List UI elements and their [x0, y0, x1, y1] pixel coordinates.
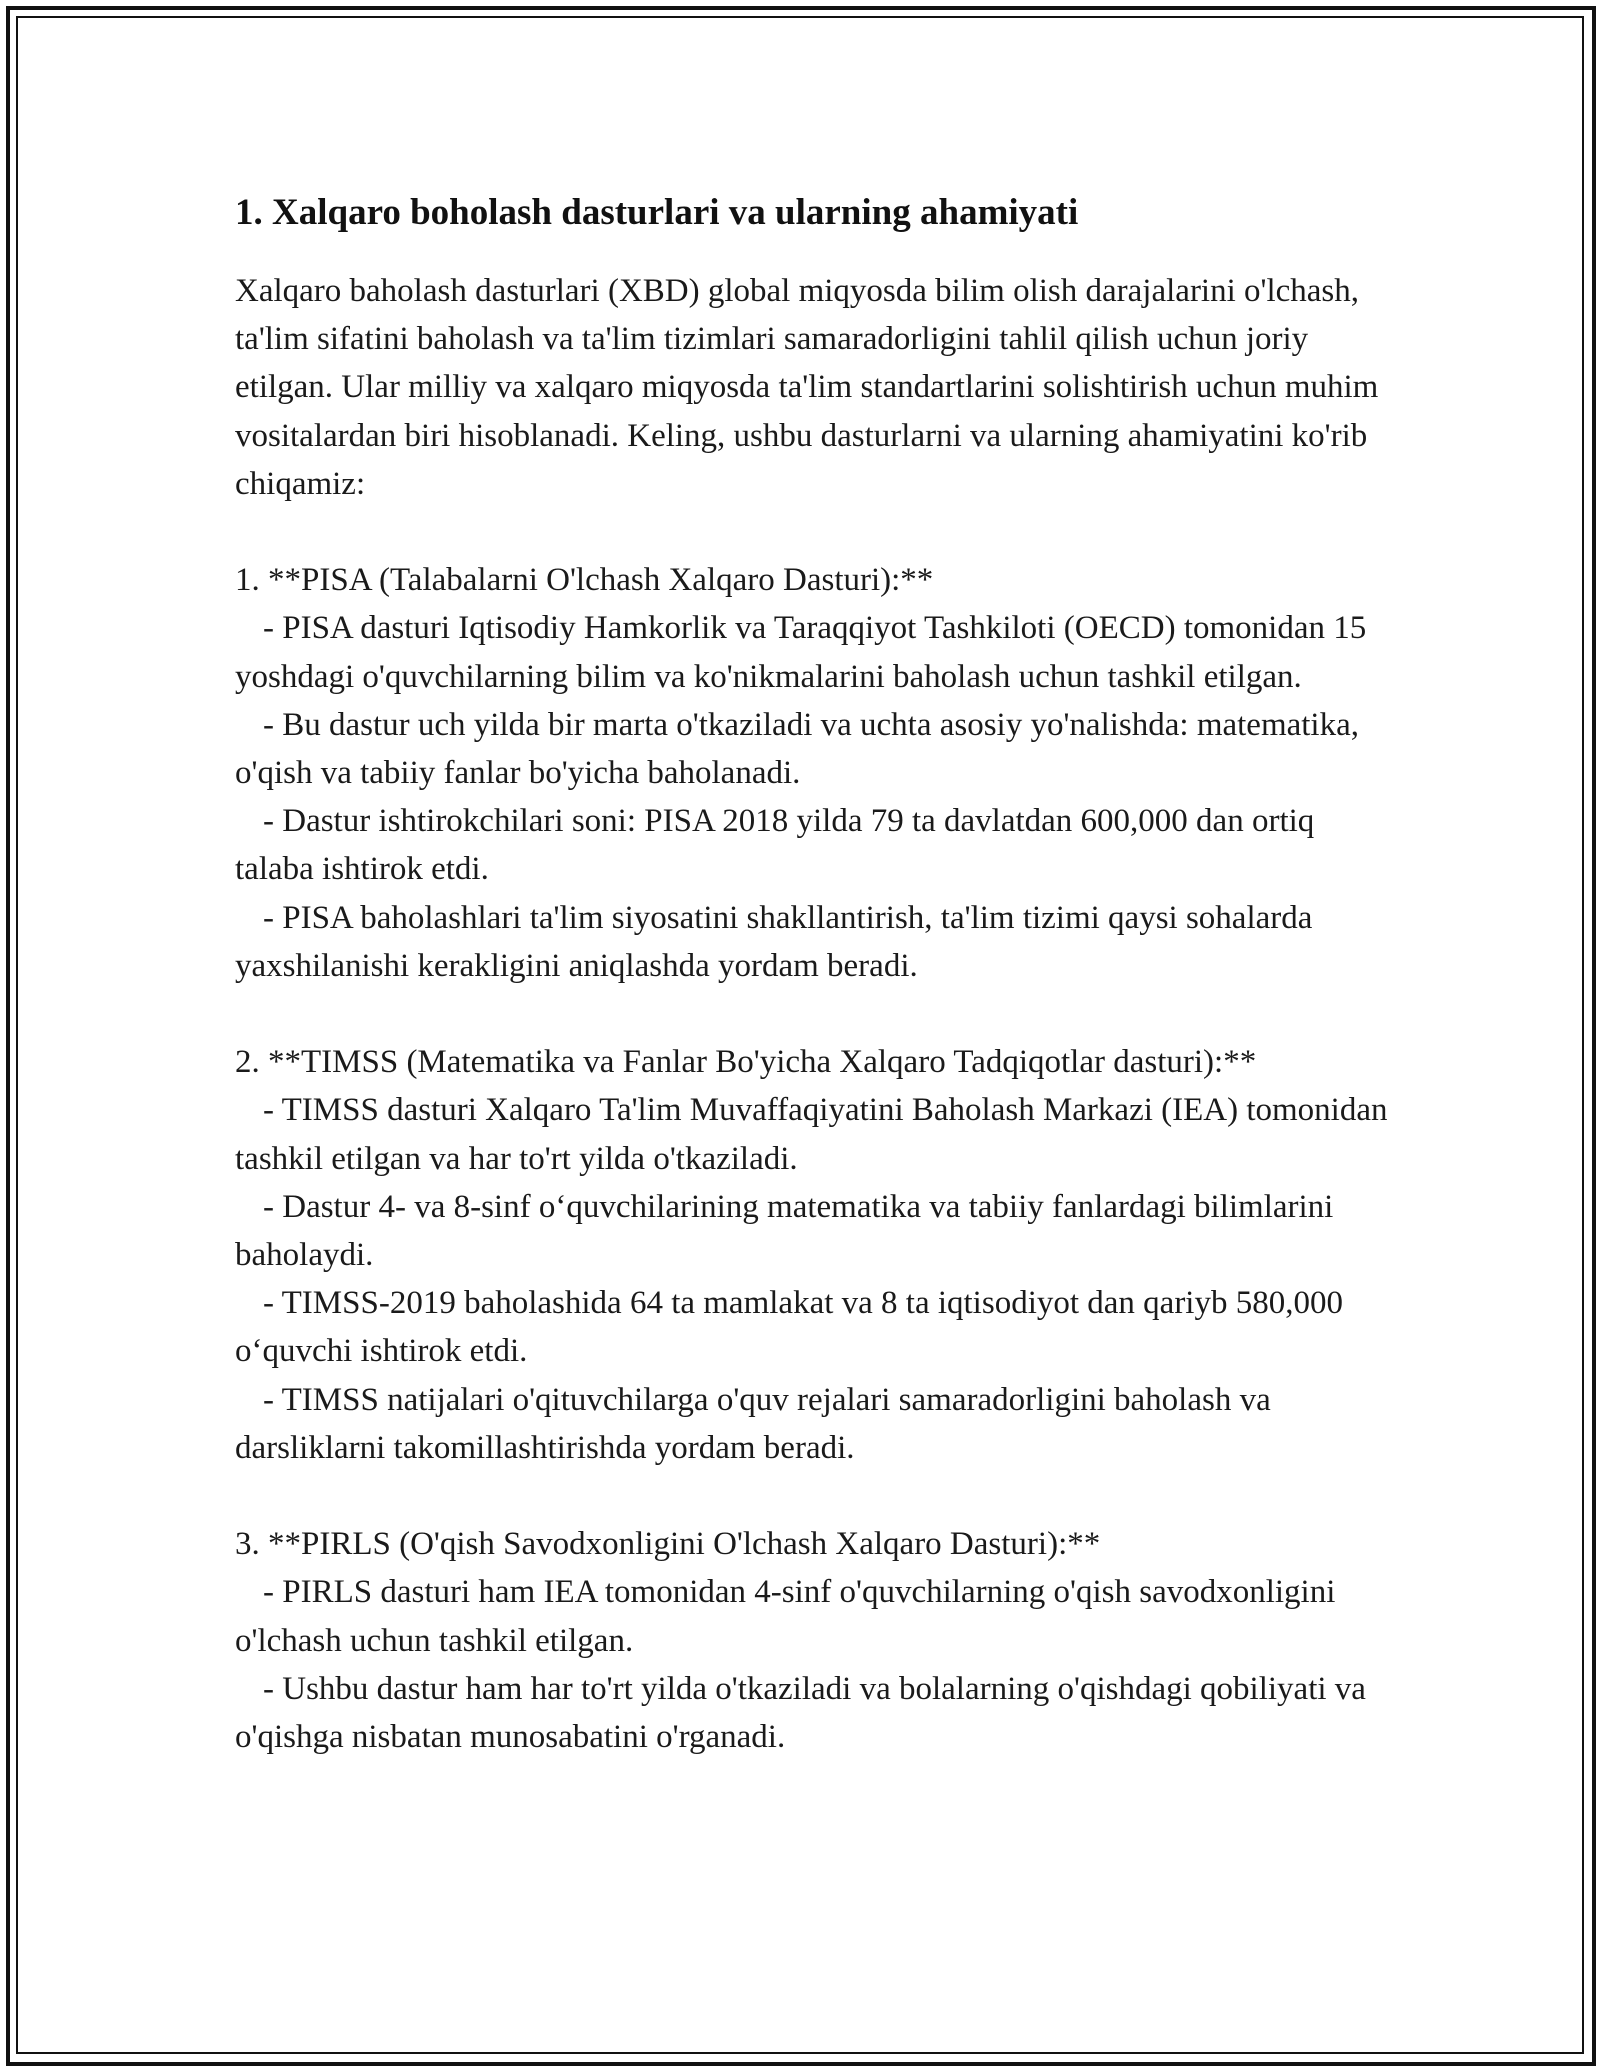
bullet-item: - PISA dasturi Iqtisodiy Hamkorlik va Taraqqiyot Tashkiloti (OECD) tomonidan 15 yoshdagi o'quvchilarning bilim va ko'nikmalarini baholash uchun tashkil etilgan.: [235, 610, 1367, 695]
section-timss: [235, 1038, 1395, 1472]
bullet-item: - Dastur 4- va 8-sinf o‘quvchilarining matematika va tabiiy fanlardagi bilimlarini baholaydi.: [235, 1188, 1334, 1274]
bullet-item: - TIMSS natijalari o'qituvchilarga o'quv rejalari samaradorligini baholash va darsliklarni takomillashtirishda yordam beradi.: [235, 1381, 1271, 1466]
section-heading: 2. **TIMSS (Matematika va Fanlar Bo'yicha Xalqaro Tadqiqotlar dasturi):**: [235, 1044, 1257, 1081]
bullet-item: - PIRLS dasturi ham IEA tomonidan 4-sinf o'quvchilarning o'qish savodxonligini o'lchash uchun tashkil etilgan.: [235, 1574, 1336, 1659]
section-heading: 1. **PISA (Talabalarni O'lchash Xalqaro Dasturi):**: [235, 562, 934, 599]
section-pirls: [235, 1520, 1395, 1761]
bullet-item: - Ushbu dastur ham har to'rt yilda o'tkaziladi va bolalarning o'qishdagi qobiliyati va o'qishga nisbatan munosabatini o'rganadi.: [235, 1670, 1366, 1756]
bullet-item: - TIMSS-2019 baholashida 64 ta mamlakat va 8 ta iqtisodiyot dan qariyb 580,000 o‘quvchi ishtirok etdi.: [235, 1285, 1343, 1370]
bullet-item: - Dastur ishtirokchilari soni: PISA 2018 yilda 79 ta davlatdan 600,000 dan ortiq talaba ishtirok etdi.: [235, 803, 1315, 888]
intro-paragraph: Xalqaro baholash dasturlari (XBD) global miqyosda bilim olish darajalarini o'lchash, ta'lim sifatini baholash va ta'lim tizimlari samaradorligini tahlil qilish uchun joriy etilgan. Ular milliy va xalqaro miqyosda ta'lim standartlarini solishtirish uchun muhim vositalardan biri hisoblanadi. Keling, ushbu dasturlarni va ularning ahamiyatini ko'rib chiqamiz:: [235, 273, 1379, 502]
bullet-item: - Bu dastur uch yilda bir marta o'tkaziladi va uchta asosiy yo'nalishda: matematika, o'qish va tabiiy fanlar bo'yicha baholanadi.: [235, 706, 1359, 792]
section-pisa: [235, 556, 1395, 990]
document-title: 1. Xalqaro boholash dasturlari va ularning ahamiyati: [235, 192, 1079, 233]
section-heading: 3. **PIRLS (O'qish Savodxonligini O'lchash Xalqaro Dasturi):**: [235, 1526, 1101, 1563]
document-body: [235, 185, 1395, 1761]
bullet-item: - TIMSS dasturi Xalqaro Ta'lim Muvaffaqiyatini Baholash Markazi (IEA) tomonidan tashkil etilgan va har to'rt yilda o'tkaziladi.: [235, 1092, 1388, 1177]
bullet-item: - PISA baholashlari ta'lim siyosatini shakllantirish, ta'lim tizimi qaysi sohalarda yaxshilanishi kerakligini aniqlashda yordam beradi.: [235, 899, 1313, 984]
